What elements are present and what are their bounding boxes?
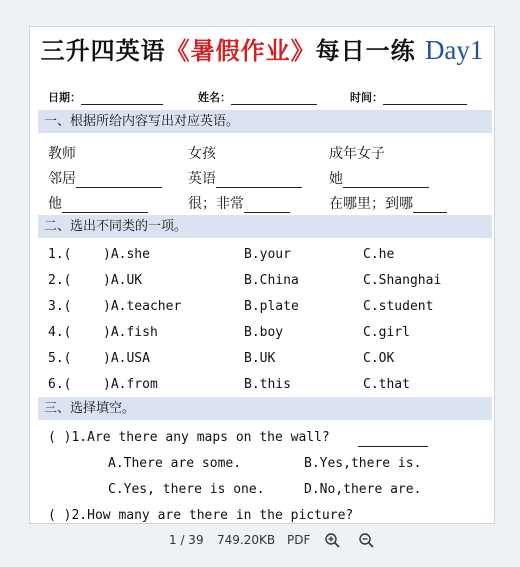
choice-options: C.Yes, there is one. D.No,there are. bbox=[108, 482, 422, 497]
time-label: 时间： bbox=[350, 91, 383, 104]
question-row: 2.( )A.UK B.China C.Shanghai bbox=[48, 273, 442, 288]
question-row: 6.( )A.from B.this C.that bbox=[48, 377, 410, 392]
vocab-row bbox=[48, 193, 488, 217]
question-row: 3.( )A.teacher B.plate C.student bbox=[48, 299, 434, 314]
page-title bbox=[30, 31, 494, 66]
vocab-item: 很；非常 bbox=[188, 193, 290, 213]
viewer-toolbar bbox=[161, 529, 381, 553]
name-field bbox=[198, 89, 317, 105]
vocab-row bbox=[48, 143, 488, 167]
choice-question: ( )1.Are there any maps on the wall? bbox=[48, 430, 488, 454]
vocab-item: 成年女子 bbox=[329, 146, 385, 162]
page-indicator: 1 / 39 bbox=[169, 533, 204, 547]
vocab-item: 英语 bbox=[188, 168, 302, 188]
vocab-row bbox=[48, 168, 488, 192]
question-row: 1.( )A.she B.your C.he bbox=[48, 247, 395, 262]
vocab-item: 邻居 bbox=[48, 168, 162, 188]
file-size: 749.20KB bbox=[217, 533, 276, 547]
choice-options: A.There are some. B.Yes,there is. bbox=[108, 456, 422, 471]
document-page bbox=[29, 26, 495, 524]
title-day: Day1 bbox=[424, 35, 484, 65]
section-2-heading: 二、选出不同类的一项。 bbox=[38, 215, 492, 238]
time-field bbox=[350, 89, 467, 105]
section-1-heading: 一、根据所给内容写出对应英语。 bbox=[38, 110, 492, 133]
vocab-item: 教师 bbox=[48, 146, 76, 162]
choice-question: ( )2.How many are there in the picture? bbox=[48, 508, 354, 523]
vocab-item: 女孩 bbox=[188, 146, 216, 162]
file-format: PDF bbox=[287, 533, 311, 547]
date-label: 日期： bbox=[48, 91, 81, 104]
title-grade: 三升四英语 bbox=[40, 36, 166, 65]
vocab-item: 他 bbox=[48, 193, 148, 213]
date-field bbox=[48, 89, 163, 105]
name-label: 姓名： bbox=[198, 91, 231, 104]
title-daily: 每日一练 bbox=[315, 36, 416, 65]
question-row: 5.( )A.USA B.UK C.OK bbox=[48, 351, 395, 366]
question-row: 4.( )A.fish B.boy C.girl bbox=[48, 325, 410, 340]
section-3-heading: 三、选择填空。 bbox=[38, 397, 492, 420]
zoom-in-icon[interactable] bbox=[324, 532, 340, 548]
vocab-item: 她 bbox=[329, 168, 429, 188]
zoom-out-icon[interactable] bbox=[358, 532, 374, 548]
title-book: 《暑假作业》 bbox=[165, 36, 316, 65]
vocab-item: 在哪里；到哪 bbox=[329, 193, 447, 213]
